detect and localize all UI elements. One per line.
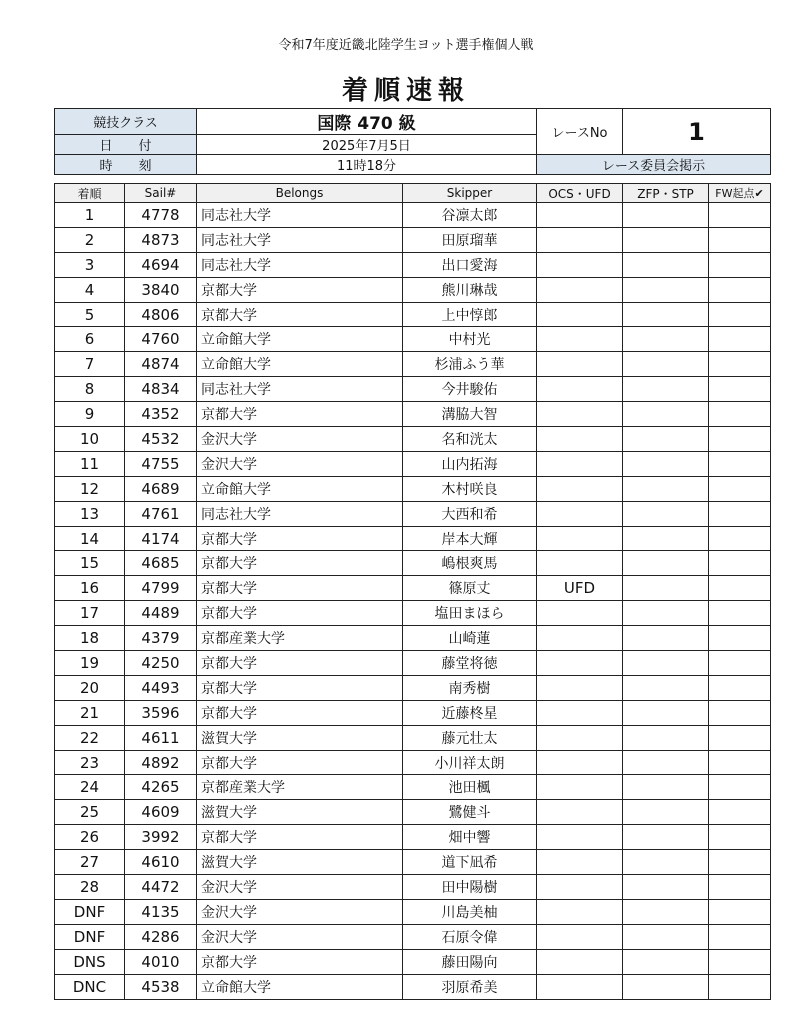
table-row bbox=[55, 725, 771, 750]
sail-number-cell: 4610 bbox=[125, 850, 197, 875]
table-row bbox=[55, 626, 771, 651]
table-row bbox=[55, 227, 771, 252]
sail-number-cell: 4472 bbox=[125, 875, 197, 900]
zfp-stp-cell bbox=[623, 875, 709, 900]
belongs-cell: 京都大学 bbox=[197, 750, 403, 775]
ocs-ufd-cell bbox=[537, 825, 623, 850]
belongs-cell: 京都大学 bbox=[197, 825, 403, 850]
rank-cell: 10 bbox=[55, 427, 125, 452]
skipper-cell: 池田楓 bbox=[403, 775, 537, 800]
belongs-cell: 京都大学 bbox=[197, 277, 403, 302]
skipper-cell: 川島美柚 bbox=[403, 899, 537, 924]
skipper-cell: 岸本大輝 bbox=[403, 526, 537, 551]
rank-cell: 19 bbox=[55, 651, 125, 676]
skipper-cell: 近藤柊星 bbox=[403, 700, 537, 725]
ocs-ufd-cell bbox=[537, 675, 623, 700]
skipper-cell: 今井駿佑 bbox=[403, 377, 537, 402]
ocs-ufd-cell bbox=[537, 775, 623, 800]
fw-start-check-cell bbox=[709, 825, 771, 850]
class-label: 競技クラス bbox=[55, 109, 197, 135]
table-row bbox=[55, 675, 771, 700]
skipper-cell: 南秀樹 bbox=[403, 675, 537, 700]
ocs-ufd-cell bbox=[537, 800, 623, 825]
date-label: 日 付 bbox=[55, 135, 197, 155]
skipper-cell: 羽原希美 bbox=[403, 974, 537, 999]
ocs-ufd-cell bbox=[537, 377, 623, 402]
belongs-cell: 同志社大学 bbox=[197, 203, 403, 228]
table-row bbox=[55, 526, 771, 551]
zfp-stp-cell bbox=[623, 750, 709, 775]
rank-cell: 4 bbox=[55, 277, 125, 302]
fw-start-check-cell bbox=[709, 501, 771, 526]
skipper-cell: 田原瑠華 bbox=[403, 227, 537, 252]
fw-start-check-cell bbox=[709, 203, 771, 228]
belongs-cell: 京都大学 bbox=[197, 402, 403, 427]
zfp-stp-cell bbox=[623, 899, 709, 924]
fw-start-check-cell bbox=[709, 227, 771, 252]
skipper-cell: 中村光 bbox=[403, 327, 537, 352]
belongs-cell: 京都産業大学 bbox=[197, 626, 403, 651]
table-row bbox=[55, 974, 771, 999]
fw-start-check-cell bbox=[709, 700, 771, 725]
ocs-ufd-cell bbox=[537, 700, 623, 725]
belongs-cell: 京都大学 bbox=[197, 576, 403, 601]
table-row bbox=[55, 252, 771, 277]
belongs-cell: 滋賀大学 bbox=[197, 800, 403, 825]
skipper-cell: 小川祥太朗 bbox=[403, 750, 537, 775]
date-value: 2025年7月5日 bbox=[197, 135, 537, 155]
race-committee-board-label: レース委員会掲示 bbox=[537, 155, 771, 175]
skipper-cell: 石原令偉 bbox=[403, 924, 537, 949]
belongs-cell: 滋賀大学 bbox=[197, 850, 403, 875]
rank-cell: 22 bbox=[55, 725, 125, 750]
rank-cell: 11 bbox=[55, 451, 125, 476]
table-row bbox=[55, 277, 771, 302]
race-no-label: レースNo bbox=[537, 109, 623, 155]
col-zfp-header: ZFP・STP bbox=[623, 184, 709, 203]
table-row bbox=[55, 700, 771, 725]
skipper-cell: 熊川琳哉 bbox=[403, 277, 537, 302]
belongs-cell: 京都産業大学 bbox=[197, 775, 403, 800]
fw-start-check-cell bbox=[709, 402, 771, 427]
fw-start-check-cell bbox=[709, 327, 771, 352]
table-row bbox=[55, 501, 771, 526]
table-row bbox=[55, 402, 771, 427]
table-row bbox=[55, 576, 771, 601]
table-row bbox=[55, 427, 771, 452]
ocs-ufd-cell bbox=[537, 974, 623, 999]
belongs-cell: 立命館大学 bbox=[197, 352, 403, 377]
rank-cell: DNF bbox=[55, 924, 125, 949]
rank-cell: 28 bbox=[55, 875, 125, 900]
zfp-stp-cell bbox=[623, 476, 709, 501]
zfp-stp-cell bbox=[623, 924, 709, 949]
skipper-cell: 藤田陽向 bbox=[403, 949, 537, 974]
skipper-cell: 嶋根爽馬 bbox=[403, 551, 537, 576]
ocs-ufd-cell bbox=[537, 277, 623, 302]
skipper-cell: 山内拓海 bbox=[403, 451, 537, 476]
rank-cell: 9 bbox=[55, 402, 125, 427]
ocs-ufd-cell bbox=[537, 526, 623, 551]
rank-cell: 13 bbox=[55, 501, 125, 526]
table-row bbox=[55, 377, 771, 402]
zfp-stp-cell bbox=[623, 576, 709, 601]
rank-cell: 5 bbox=[55, 302, 125, 327]
zfp-stp-cell bbox=[623, 626, 709, 651]
skipper-cell: 名和洸太 bbox=[403, 427, 537, 452]
ocs-ufd-cell bbox=[537, 327, 623, 352]
col-rank-header: 着順 bbox=[55, 184, 125, 203]
table-row bbox=[55, 899, 771, 924]
rank-cell: 25 bbox=[55, 800, 125, 825]
zfp-stp-cell bbox=[623, 651, 709, 676]
belongs-cell: 京都大学 bbox=[197, 526, 403, 551]
fw-start-check-cell bbox=[709, 576, 771, 601]
fw-start-check-cell bbox=[709, 924, 771, 949]
belongs-cell: 京都大学 bbox=[197, 302, 403, 327]
ocs-ufd-cell bbox=[537, 302, 623, 327]
fw-start-check-cell bbox=[709, 875, 771, 900]
rank-cell: 17 bbox=[55, 601, 125, 626]
belongs-cell: 滋賀大学 bbox=[197, 725, 403, 750]
skipper-cell: 畑中響 bbox=[403, 825, 537, 850]
belongs-cell: 金沢大学 bbox=[197, 924, 403, 949]
fw-start-check-cell bbox=[709, 352, 771, 377]
col-fw-header: FW起点✔ bbox=[709, 184, 771, 203]
zfp-stp-cell bbox=[623, 402, 709, 427]
sail-number-cell: 4286 bbox=[125, 924, 197, 949]
sail-number-cell: 4538 bbox=[125, 974, 197, 999]
sail-number-cell: 4250 bbox=[125, 651, 197, 676]
sail-number-cell: 4265 bbox=[125, 775, 197, 800]
fw-start-check-cell bbox=[709, 974, 771, 999]
table-row bbox=[55, 800, 771, 825]
table-row bbox=[55, 302, 771, 327]
table-row bbox=[55, 451, 771, 476]
sail-number-cell: 4873 bbox=[125, 227, 197, 252]
sail-number-cell: 4755 bbox=[125, 451, 197, 476]
sail-number-cell: 4760 bbox=[125, 327, 197, 352]
belongs-cell: 立命館大学 bbox=[197, 974, 403, 999]
belongs-cell: 金沢大学 bbox=[197, 875, 403, 900]
sail-number-cell: 4834 bbox=[125, 377, 197, 402]
fw-start-check-cell bbox=[709, 949, 771, 974]
belongs-cell: 金沢大学 bbox=[197, 427, 403, 452]
ocs-ufd-cell bbox=[537, 427, 623, 452]
col-belongs-header: Belongs bbox=[197, 184, 403, 203]
fw-start-check-cell bbox=[709, 899, 771, 924]
fw-start-check-cell bbox=[709, 850, 771, 875]
belongs-cell: 同志社大学 bbox=[197, 501, 403, 526]
zfp-stp-cell bbox=[623, 601, 709, 626]
sail-number-cell: 4799 bbox=[125, 576, 197, 601]
sail-number-cell: 4135 bbox=[125, 899, 197, 924]
skipper-cell: 杉浦ふう華 bbox=[403, 352, 537, 377]
rank-cell: 20 bbox=[55, 675, 125, 700]
rank-cell: 12 bbox=[55, 476, 125, 501]
sail-number-cell: 4352 bbox=[125, 402, 197, 427]
fw-start-check-cell bbox=[709, 427, 771, 452]
zfp-stp-cell bbox=[623, 501, 709, 526]
skipper-cell: 篠原丈 bbox=[403, 576, 537, 601]
zfp-stp-cell bbox=[623, 949, 709, 974]
skipper-cell: 鷺健斗 bbox=[403, 800, 537, 825]
skipper-cell: 山崎蓮 bbox=[403, 626, 537, 651]
sail-number-cell: 4892 bbox=[125, 750, 197, 775]
zfp-stp-cell bbox=[623, 427, 709, 452]
ocs-ufd-cell bbox=[537, 501, 623, 526]
rank-cell: 27 bbox=[55, 850, 125, 875]
sail-number-cell: 4174 bbox=[125, 526, 197, 551]
table-row bbox=[55, 352, 771, 377]
ocs-ufd-cell bbox=[537, 451, 623, 476]
time-label: 時 刻 bbox=[55, 155, 197, 175]
table-row bbox=[55, 949, 771, 974]
class-value: 国際 470 級 bbox=[197, 109, 537, 135]
zfp-stp-cell bbox=[623, 725, 709, 750]
skipper-cell: 田中陽樹 bbox=[403, 875, 537, 900]
fw-start-check-cell bbox=[709, 252, 771, 277]
ocs-ufd-cell bbox=[537, 601, 623, 626]
rank-cell: 24 bbox=[55, 775, 125, 800]
fw-start-check-cell bbox=[709, 451, 771, 476]
table-row bbox=[55, 875, 771, 900]
zfp-stp-cell bbox=[623, 551, 709, 576]
ocs-ufd-cell bbox=[537, 750, 623, 775]
fw-start-check-cell bbox=[709, 775, 771, 800]
sail-number-cell: 4761 bbox=[125, 501, 197, 526]
skipper-cell: 溝脇大智 bbox=[403, 402, 537, 427]
zfp-stp-cell bbox=[623, 974, 709, 999]
event-subtitle: 令和7年度近畿北陸学生ヨット選手権個人戦 bbox=[278, 38, 534, 53]
zfp-stp-cell bbox=[623, 800, 709, 825]
ocs-ufd-cell bbox=[537, 476, 623, 501]
skipper-cell: 上中惇郎 bbox=[403, 302, 537, 327]
fw-start-check-cell bbox=[709, 800, 771, 825]
table-row bbox=[55, 924, 771, 949]
belongs-cell: 立命館大学 bbox=[197, 476, 403, 501]
sail-number-cell: 4379 bbox=[125, 626, 197, 651]
belongs-cell: 京都大学 bbox=[197, 651, 403, 676]
zfp-stp-cell bbox=[623, 252, 709, 277]
fw-start-check-cell bbox=[709, 526, 771, 551]
ocs-ufd-cell bbox=[537, 551, 623, 576]
zfp-stp-cell bbox=[623, 850, 709, 875]
zfp-stp-cell bbox=[623, 302, 709, 327]
rank-cell: 8 bbox=[55, 377, 125, 402]
rank-cell: 6 bbox=[55, 327, 125, 352]
fw-start-check-cell bbox=[709, 277, 771, 302]
belongs-cell: 京都大学 bbox=[197, 551, 403, 576]
zfp-stp-cell bbox=[623, 526, 709, 551]
fw-start-check-cell bbox=[709, 302, 771, 327]
zfp-stp-cell bbox=[623, 700, 709, 725]
belongs-cell: 同志社大学 bbox=[197, 377, 403, 402]
sail-number-cell: 3840 bbox=[125, 277, 197, 302]
time-value: 11時18分 bbox=[197, 155, 537, 175]
page-title: 着順速報 bbox=[341, 76, 470, 106]
ocs-ufd-cell bbox=[537, 850, 623, 875]
zfp-stp-cell bbox=[623, 327, 709, 352]
results-header-row bbox=[55, 184, 771, 203]
ocs-ufd-cell bbox=[537, 352, 623, 377]
rank-cell: 18 bbox=[55, 626, 125, 651]
table-row bbox=[55, 601, 771, 626]
race-no-value: 1 bbox=[623, 109, 771, 155]
belongs-cell: 京都大学 bbox=[197, 700, 403, 725]
rank-cell: 14 bbox=[55, 526, 125, 551]
table-row bbox=[55, 825, 771, 850]
skipper-cell: 塩田まほら bbox=[403, 601, 537, 626]
sail-number-cell: 3992 bbox=[125, 825, 197, 850]
skipper-cell: 木村咲良 bbox=[403, 476, 537, 501]
belongs-cell: 立命館大学 bbox=[197, 327, 403, 352]
table-row bbox=[55, 476, 771, 501]
ocs-ufd-cell: UFD bbox=[537, 576, 623, 601]
sail-number-cell: 4493 bbox=[125, 675, 197, 700]
zfp-stp-cell bbox=[623, 675, 709, 700]
col-sail-header: Sail# bbox=[125, 184, 197, 203]
belongs-cell: 金沢大学 bbox=[197, 451, 403, 476]
sail-number-cell: 4806 bbox=[125, 302, 197, 327]
belongs-cell: 同志社大学 bbox=[197, 227, 403, 252]
rank-cell: 15 bbox=[55, 551, 125, 576]
zfp-stp-cell bbox=[623, 775, 709, 800]
fw-start-check-cell bbox=[709, 377, 771, 402]
rank-cell: DNC bbox=[55, 974, 125, 999]
zfp-stp-cell bbox=[623, 227, 709, 252]
sail-number-cell: 4694 bbox=[125, 252, 197, 277]
col-ocs-header: OCS・UFD bbox=[537, 184, 623, 203]
belongs-cell: 京都大学 bbox=[197, 675, 403, 700]
rank-cell: DNF bbox=[55, 899, 125, 924]
rank-cell: 16 bbox=[55, 576, 125, 601]
skipper-cell: 道下凪希 bbox=[403, 850, 537, 875]
rank-cell: 7 bbox=[55, 352, 125, 377]
table-row bbox=[55, 651, 771, 676]
zfp-stp-cell bbox=[623, 377, 709, 402]
ocs-ufd-cell bbox=[537, 725, 623, 750]
skipper-cell: 谷凛太郎 bbox=[403, 203, 537, 228]
belongs-cell: 金沢大学 bbox=[197, 899, 403, 924]
ocs-ufd-cell bbox=[537, 899, 623, 924]
fw-start-check-cell bbox=[709, 651, 771, 676]
sail-number-cell: 4010 bbox=[125, 949, 197, 974]
zfp-stp-cell bbox=[623, 277, 709, 302]
fw-start-check-cell bbox=[709, 675, 771, 700]
rank-cell: 23 bbox=[55, 750, 125, 775]
rank-cell: 3 bbox=[55, 252, 125, 277]
race-info-table bbox=[54, 108, 771, 175]
skipper-cell: 出口愛海 bbox=[403, 252, 537, 277]
zfp-stp-cell bbox=[623, 203, 709, 228]
fw-start-check-cell bbox=[709, 601, 771, 626]
ocs-ufd-cell bbox=[537, 949, 623, 974]
zfp-stp-cell bbox=[623, 825, 709, 850]
ocs-ufd-cell bbox=[537, 227, 623, 252]
table-row bbox=[55, 327, 771, 352]
rank-cell: 2 bbox=[55, 227, 125, 252]
sail-number-cell: 4685 bbox=[125, 551, 197, 576]
fw-start-check-cell bbox=[709, 626, 771, 651]
fw-start-check-cell bbox=[709, 750, 771, 775]
results-table bbox=[54, 183, 771, 1000]
sail-number-cell: 3596 bbox=[125, 700, 197, 725]
zfp-stp-cell bbox=[623, 352, 709, 377]
ocs-ufd-cell bbox=[537, 626, 623, 651]
rank-cell: DNS bbox=[55, 949, 125, 974]
belongs-cell: 京都大学 bbox=[197, 949, 403, 974]
table-row bbox=[55, 850, 771, 875]
ocs-ufd-cell bbox=[537, 203, 623, 228]
zfp-stp-cell bbox=[623, 451, 709, 476]
belongs-cell: 京都大学 bbox=[197, 601, 403, 626]
table-row bbox=[55, 775, 771, 800]
ocs-ufd-cell bbox=[537, 252, 623, 277]
rank-cell: 1 bbox=[55, 203, 125, 228]
skipper-cell: 大西和希 bbox=[403, 501, 537, 526]
col-skipper-header: Skipper bbox=[403, 184, 537, 203]
sail-number-cell: 4609 bbox=[125, 800, 197, 825]
sail-number-cell: 4874 bbox=[125, 352, 197, 377]
skipper-cell: 藤堂将徳 bbox=[403, 651, 537, 676]
skipper-cell: 藤元壮太 bbox=[403, 725, 537, 750]
fw-start-check-cell bbox=[709, 725, 771, 750]
fw-start-check-cell bbox=[709, 476, 771, 501]
ocs-ufd-cell bbox=[537, 651, 623, 676]
sail-number-cell: 4778 bbox=[125, 203, 197, 228]
table-row bbox=[55, 750, 771, 775]
belongs-cell: 同志社大学 bbox=[197, 252, 403, 277]
ocs-ufd-cell bbox=[537, 924, 623, 949]
sail-number-cell: 4689 bbox=[125, 476, 197, 501]
sail-number-cell: 4611 bbox=[125, 725, 197, 750]
table-row bbox=[55, 203, 771, 228]
ocs-ufd-cell bbox=[537, 402, 623, 427]
sail-number-cell: 4532 bbox=[125, 427, 197, 452]
table-row bbox=[55, 551, 771, 576]
rank-cell: 26 bbox=[55, 825, 125, 850]
rank-cell: 21 bbox=[55, 700, 125, 725]
fw-start-check-cell bbox=[709, 551, 771, 576]
sail-number-cell: 4489 bbox=[125, 601, 197, 626]
ocs-ufd-cell bbox=[537, 875, 623, 900]
